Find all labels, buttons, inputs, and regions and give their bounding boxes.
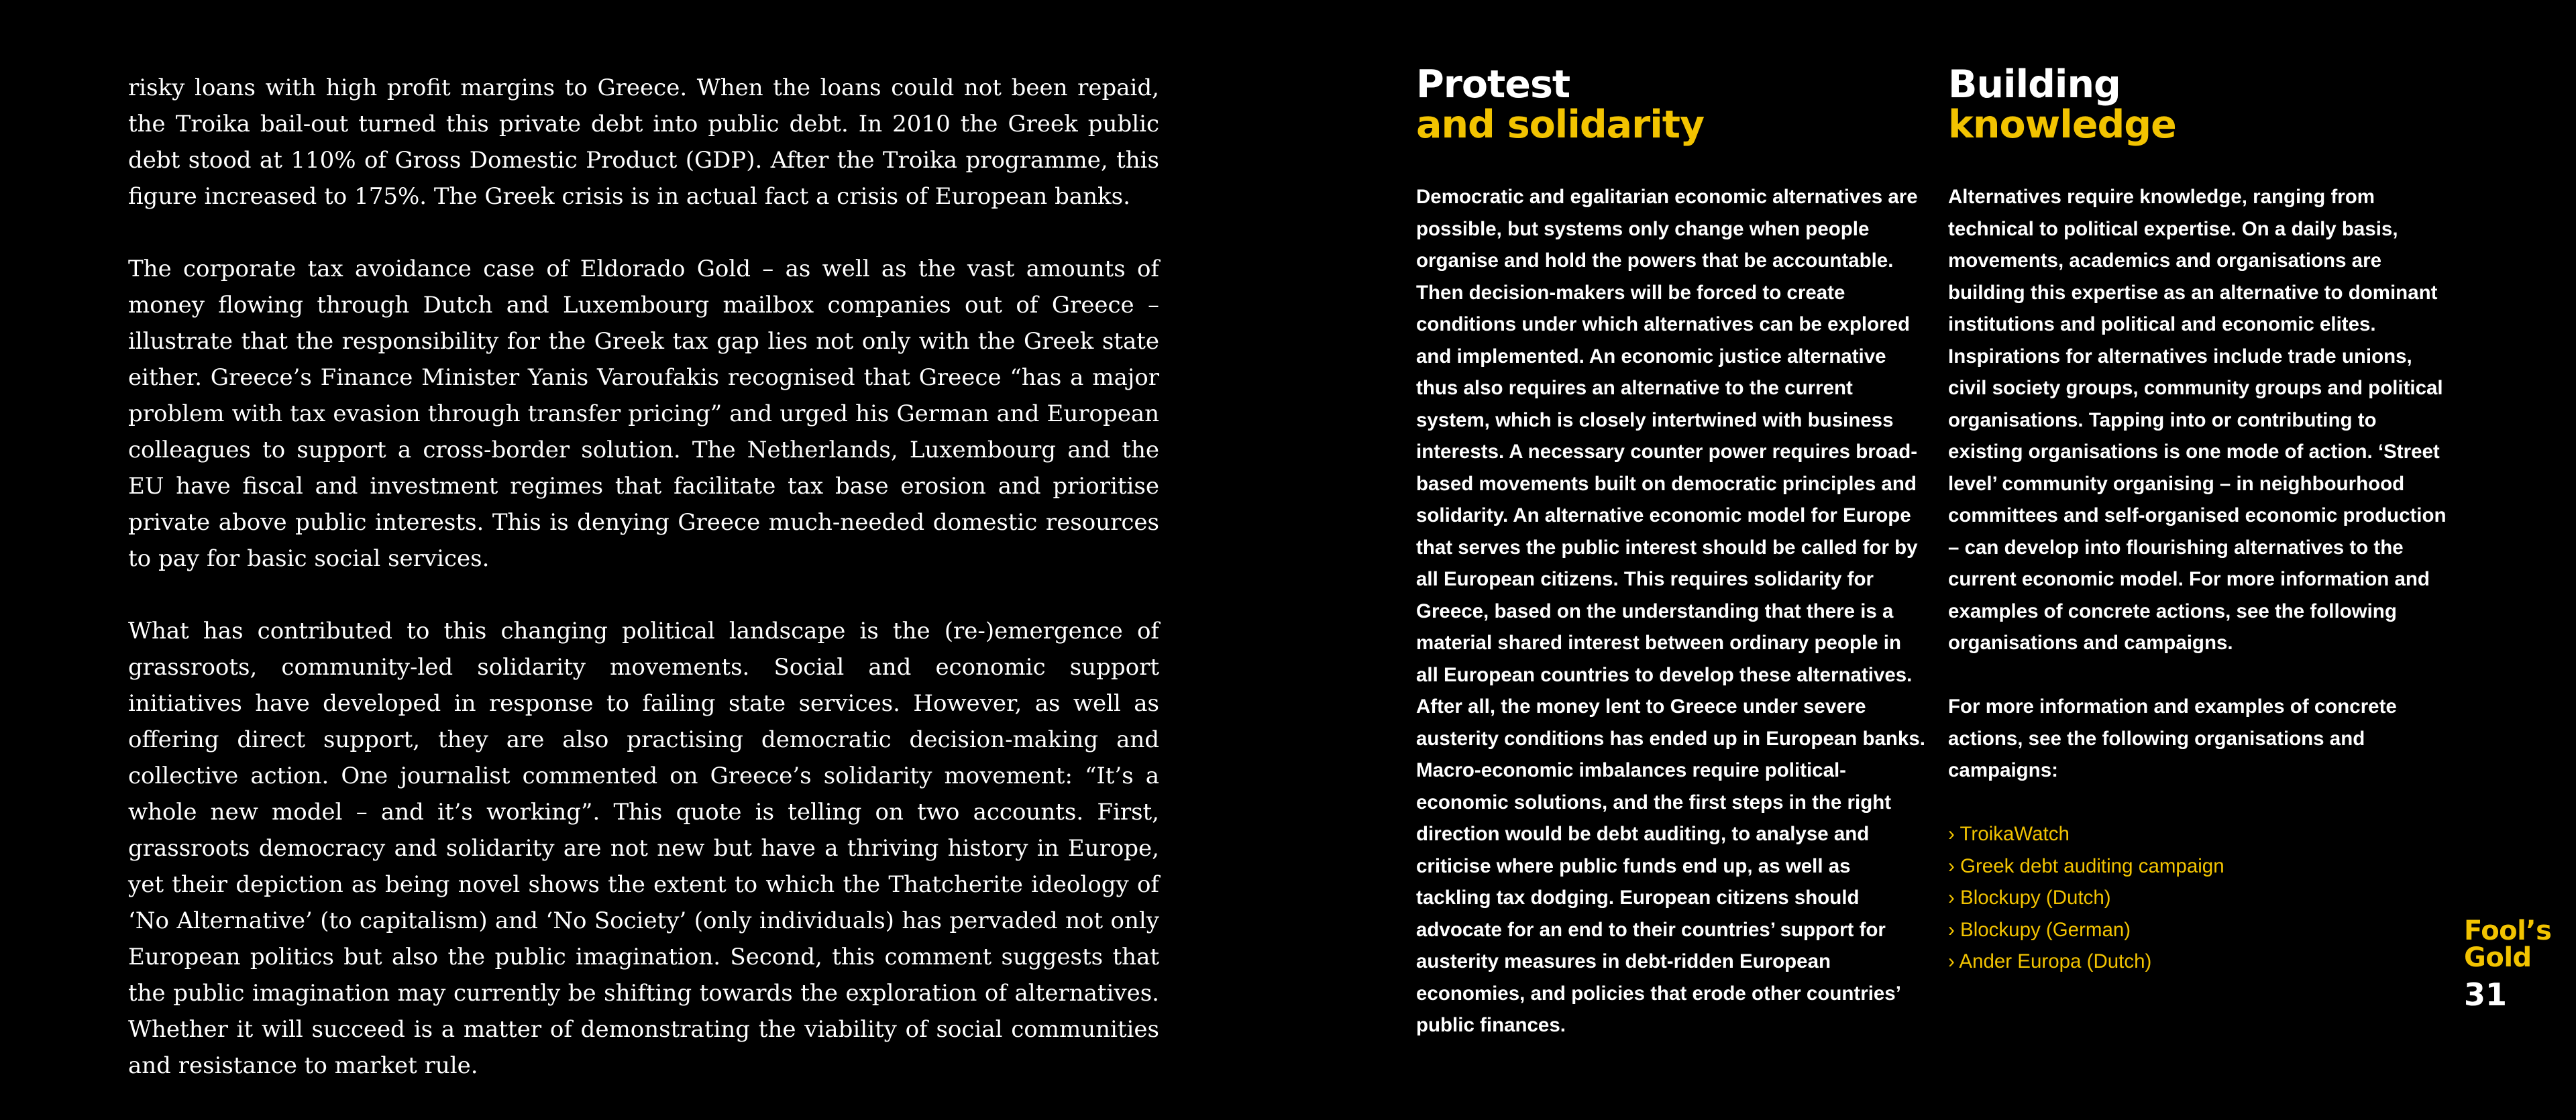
- protest-heading-line2: and solidarity: [1416, 103, 1705, 147]
- link-blockupy-dutch[interactable]: › Blockupy (Dutch): [1948, 887, 2111, 909]
- article-body: [128, 70, 1159, 1120]
- campaign-links: [1948, 818, 2448, 978]
- knowledge-body: [1948, 181, 2448, 787]
- link-greek-debt-auditing[interactable]: › Greek debt auditing campaign: [1948, 854, 2224, 877]
- page-number: 31: [2464, 976, 2508, 1013]
- link-troikawatch[interactable]: › TroikaWatch: [1948, 823, 2070, 845]
- protest-heading-line1: Protest: [1416, 62, 1570, 107]
- article-paragraph: risky loans with high profit margins to Greece. When the loans could not been repaid, the Troika bail-out turned this private debt into public debt. In 2010 the Greek public debt stood at 110% of Gross Domestic Product (GDP). After the Troika programme, this figure increased to 175%. The Greek crisis is in actual fact a crisis of European banks.: [128, 74, 1159, 210]
- knowledge-heading-line1: Building: [1948, 62, 2121, 107]
- knowledge-paragraph: Alternatives require knowledge, ranging from technical to political expertise. On a daily basis, movements, academics and organisations are building this expertise as an alternative to dominant institutions and political and economic elites. Inspirations for alternatives include trade unions, civil society groups, community groups and political organisations. Tapping into or contributing to existing organisations is one mode of action. ‘Street level’ community organising – in neighbourhood committees and self-organised economic production – can develop into flourishing alternatives to the current economic model. For more information and examples of concrete actions, see the following organisations and campaigns.: [1948, 186, 2447, 654]
- brand-line2: Gold: [2464, 942, 2532, 973]
- protest-heading: [1416, 64, 1926, 145]
- article-paragraph: What has contributed to this changing political landscape is the (re-)emergence of grassroots, community-led solidarity movements. Social and economic support initiatives have developed in response to failing state services. However, as well as offering direct support, they are also practising democratic decision-making and collective action. One journalist commented on Greece’s solidarity movement: “It’s a whole new model – and it’s working”. This quote is telling on two accounts. First, grassroots democracy and solidarity are not new but have a thriving history in Europe, yet their depiction as being novel shows the extent to which the Thatcherite ideology of ‘No Alternative’ (to capitalism) and ‘No Society’ (only individuals) has pervaded not only European politics but also the public imagination. Second, this comment suggests that the public imagination may currently be shifting towards the exploration of alternatives. Whether it will succeed is a matter of demonstrating the viability of social communities and resistance to market rule.: [128, 618, 1159, 1079]
- knowledge-heading: [1948, 64, 2448, 145]
- protest-body: [1416, 181, 1926, 1042]
- knowledge-intro: For more information and examples of concrete actions, see the following organisations and campaigns:: [1948, 695, 2397, 781]
- protest-solidarity-section: [1416, 64, 1926, 1073]
- article-paragraph: The corporate tax avoidance case of Eldorado Gold – as well as the vast amounts of money flowing through Dutch and Luxembourg mailbox companies out of Greece – illustrate that the responsibility for the Greek tax gap lies not only with the Greek state either. Greece’s Finance Minister Yanis Varoufakis recognised that Greece “has a major problem with tax evasion through transfer pricing” and urged his German and European colleagues to support a cross-border solution. The Netherlands, Luxembourg and the EU have fiscal and investment regimes that facilitate tax base erosion and prioritise private above public interests. This is denying Greece much-needed domestic resources to pay for basic social services.: [128, 256, 1159, 572]
- link-ander-europa[interactable]: › Ander Europa (Dutch): [1948, 950, 2152, 972]
- publication-brand: [2464, 917, 2551, 971]
- protest-paragraph: Democratic and egalitarian economic alternatives are possible, but systems only change when people organise and hold the powers that be accountable. Then decision-makers will be forced to create conditions under which alternatives can be explored and implemented. An economic justice alternative thus also requires an alternative to the current system, which is closely intertwined with business interests. A necessary counter power requires broad-based movements built on democratic principles and solidarity. An alternative economic model for Europe that serves the public interest should be called for by all European citizens. This requires solidarity for Greece, based on the understanding that there is a material shared interest between ordinary people in all European countries to develop these alternatives. After all, the money lent to Greece under severe austerity conditions has ended up in European banks. Macro-economic imbalances require political-economic solutions, and the first steps in the right direction would be debt auditing, to analyse and criticise where public funds end up, as well as tackling tax dodging. European citizens should advocate for an end to their countries’ support for austerity measures in debt-ridden European economies, and policies that erode other countries’ public finances.: [1416, 186, 1925, 1036]
- building-knowledge-section: [1948, 64, 2448, 978]
- link-blockupy-german[interactable]: › Blockupy (German): [1948, 918, 2131, 941]
- knowledge-heading-line2: knowledge: [1948, 103, 2176, 147]
- brand-line1: Fool’s: [2464, 915, 2552, 946]
